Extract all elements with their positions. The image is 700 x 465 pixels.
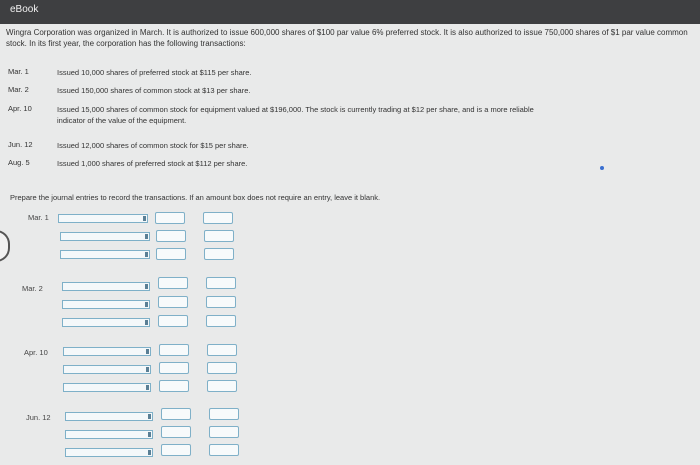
transaction-row — [0, 104, 640, 128]
debit-input[interactable] — [158, 296, 188, 308]
top-bar — [0, 0, 700, 24]
transaction-row — [0, 140, 640, 152]
cursor-dot — [600, 166, 604, 170]
debit-input[interactable] — [159, 380, 189, 392]
account-select[interactable] — [63, 383, 151, 392]
credit-input[interactable] — [206, 277, 236, 289]
debit-input[interactable] — [159, 344, 189, 356]
account-select[interactable] — [63, 347, 151, 356]
account-select[interactable] — [60, 250, 150, 259]
transaction-description: Issued 1,000 shares of preferred stock at $112 per share. — [57, 159, 248, 168]
account-select[interactable] — [65, 412, 153, 421]
dropdown-caret-icon — [148, 414, 151, 419]
debit-input[interactable] — [155, 212, 185, 224]
credit-input[interactable] — [204, 230, 234, 242]
instructions-text: Prepare the journal entries to record the transactions. If an amount box does not require an entry, leave it blank. — [10, 193, 381, 202]
dropdown-caret-icon — [145, 234, 148, 239]
transaction-date: Apr. 10 — [8, 104, 32, 113]
account-select[interactable] — [65, 430, 153, 439]
credit-input[interactable] — [209, 444, 239, 456]
account-select[interactable] — [62, 318, 150, 327]
transaction-date: Mar. 1 — [8, 67, 29, 76]
debit-input[interactable] — [161, 444, 191, 456]
transaction-row — [0, 158, 640, 170]
credit-input[interactable] — [207, 380, 237, 392]
credit-input[interactable] — [203, 212, 233, 224]
transaction-date: Aug. 5 — [8, 158, 30, 167]
transaction-date: Mar. 2 — [8, 85, 29, 94]
account-select[interactable] — [60, 232, 150, 241]
account-select[interactable] — [65, 448, 153, 457]
transaction-description: Issued 10,000 shares of preferred stock at $115 per share. — [57, 68, 252, 77]
credit-input[interactable] — [209, 426, 239, 438]
debit-input[interactable] — [158, 315, 188, 327]
dropdown-caret-icon — [143, 216, 146, 221]
debit-input[interactable] — [158, 277, 188, 289]
credit-input[interactable] — [206, 315, 236, 327]
account-select[interactable] — [63, 365, 151, 374]
dropdown-caret-icon — [146, 385, 149, 390]
credit-input[interactable] — [207, 362, 237, 374]
dropdown-caret-icon — [145, 320, 148, 325]
entry-date: Mar. 2 — [22, 284, 43, 293]
dropdown-caret-icon — [145, 284, 148, 289]
transaction-row — [0, 85, 640, 97]
problem-intro: Wingra Corporation was organized in March. It is authorized to issue 600,000 shares of $100 par value 6% preferred stock. It is also authorized to issue 750,000 shares of $1 par value common stock. In its first year, the corporation has the following transactions: — [6, 28, 688, 48]
credit-input[interactable] — [206, 296, 236, 308]
account-select[interactable] — [62, 300, 150, 309]
credit-input[interactable] — [204, 248, 234, 260]
debit-input[interactable] — [156, 230, 186, 242]
entry-date: Jun. 12 — [26, 413, 51, 422]
transaction-date: Jun. 12 — [8, 140, 33, 149]
dropdown-caret-icon — [146, 367, 149, 372]
dropdown-caret-icon — [146, 349, 149, 354]
dropdown-caret-icon — [145, 302, 148, 307]
transaction-row — [0, 67, 640, 79]
transaction-description: Issued 150,000 shares of common stock at $13 per share. — [57, 86, 251, 95]
side-panel-tab[interactable] — [0, 230, 10, 262]
account-select[interactable] — [62, 282, 150, 291]
transaction-description: Issued 15,000 shares of common stock for equipment valued at $196,000. The stock is currently trading at $12 per share, and is a more reliable indicator of the value of the equipment. — [57, 105, 534, 125]
ebook-label[interactable]: eBook — [10, 4, 39, 15]
entry-date: Apr. 10 — [24, 348, 48, 357]
debit-input[interactable] — [159, 362, 189, 374]
account-select[interactable] — [58, 214, 148, 223]
dropdown-caret-icon — [148, 450, 151, 455]
credit-input[interactable] — [209, 408, 239, 420]
debit-input[interactable] — [156, 248, 186, 260]
debit-input[interactable] — [161, 426, 191, 438]
dropdown-caret-icon — [145, 252, 148, 257]
entry-date: Mar. 1 — [28, 213, 49, 222]
transaction-description: Issued 12,000 shares of common stock for $15 per share. — [57, 141, 249, 150]
debit-input[interactable] — [161, 408, 191, 420]
credit-input[interactable] — [207, 344, 237, 356]
dropdown-caret-icon — [148, 432, 151, 437]
